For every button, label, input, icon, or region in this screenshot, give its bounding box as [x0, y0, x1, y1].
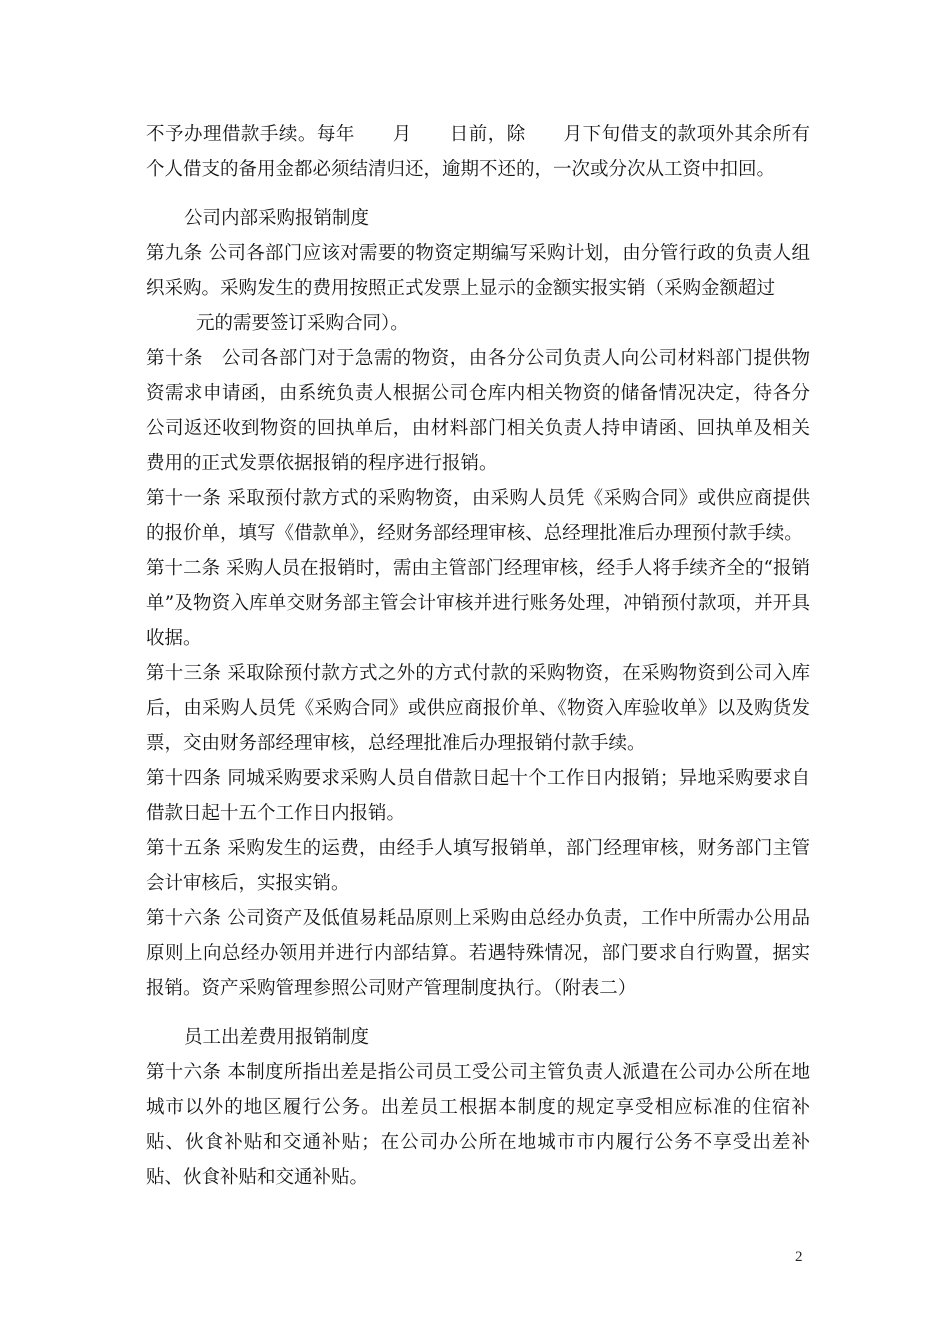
- article-15: 第十五条 采购发生的运费，由经手人填写报销单，部门经理审核，财务部门主管会计审核后，实报实销。: [146, 838, 810, 894]
- article-9-continuation: 元的需要签订采购合同）。: [196, 313, 409, 334]
- article-10: 第十条 公司各部门对于急需的物资，由各分公司负责人向公司材料部门提供物资需求申请函，由系统负责人根据公司仓库内相关物资的储备情况决定，待各分公司返还收到物资的回执单后，由材料部门相关负责人持申请函、回执单及相关费用的正式发票依据报销的程序进行报销。: [146, 348, 810, 474]
- article-13: 第十三条 采取除预付款方式之外的方式付款的采购物资，在采购物资到公司入库后，由采购人员凭《采购合同》或供应商报价单、《物资入库验收单》以及购货发票，交由财务部经理审核，总经理批准后办理报销付款手续。: [146, 663, 810, 754]
- article-9: 第九条 公司各部门应该对需要的物资定期编写采购计划，由分管行政的负责人组织采购。采购发生的费用按照正式发票上显示的金额实报实销（采购金额超过: [146, 243, 810, 299]
- article-16-purchase: 第十六条 公司资产及低值易耗品原则上采购由总经办负责，工作中所需办公用品原则上向总经办领用并进行内部结算。若遇特殊情况，部门要求自行购置，据实报销。资产采购管理参照公司财产管理制度执行。（附表二）: [146, 908, 810, 999]
- article-12: 第十二条 采购人员在报销时，需由主管部门经理审核，经手人将手续齐全的“报销单”及物资入库单交财务部主管会计审核并进行账务处理，冲销预付款项，并开具收据。: [146, 558, 810, 649]
- document-body: [146, 117, 810, 1195]
- article-14: 第十四条 同城采购要求采购人员自借款日起十个工作日内报销；异地采购要求自借款日起十五个工作日内报销。: [146, 768, 810, 824]
- paragraph-loan-deadline: 不予办理借款手续。每年 月 日前，除 月下旬借支的款项外其余所有个人借支的备用金都必须结清归还，逾期不还的，一次或分次从工资中扣回。: [146, 124, 810, 180]
- page-number: 2: [795, 1249, 803, 1265]
- article-11: 第十一条 采取预付款方式的采购物资，由采购人员凭《采购合同》或供应商提供的报价单，填写《借款单》，经财务部经理审核、总经理批准后办理预付款手续。: [146, 488, 810, 544]
- article-16-travel: 第十六条 本制度所指出差是指公司员工受公司主管负责人派遣在公司办公所在地城市以外的地区履行公务。出差员工根据本制度的规定享受相应标准的住宿补贴、伙食补贴和交通补贴；在公司办公所在地城市市内履行公务不享受出差补贴、伙食补贴和交通补贴。: [146, 1062, 810, 1188]
- section-heading-travel-expense: 员工出差费用报销制度: [184, 1027, 370, 1048]
- section-heading-internal-purchase: 公司内部采购报销制度: [184, 208, 370, 229]
